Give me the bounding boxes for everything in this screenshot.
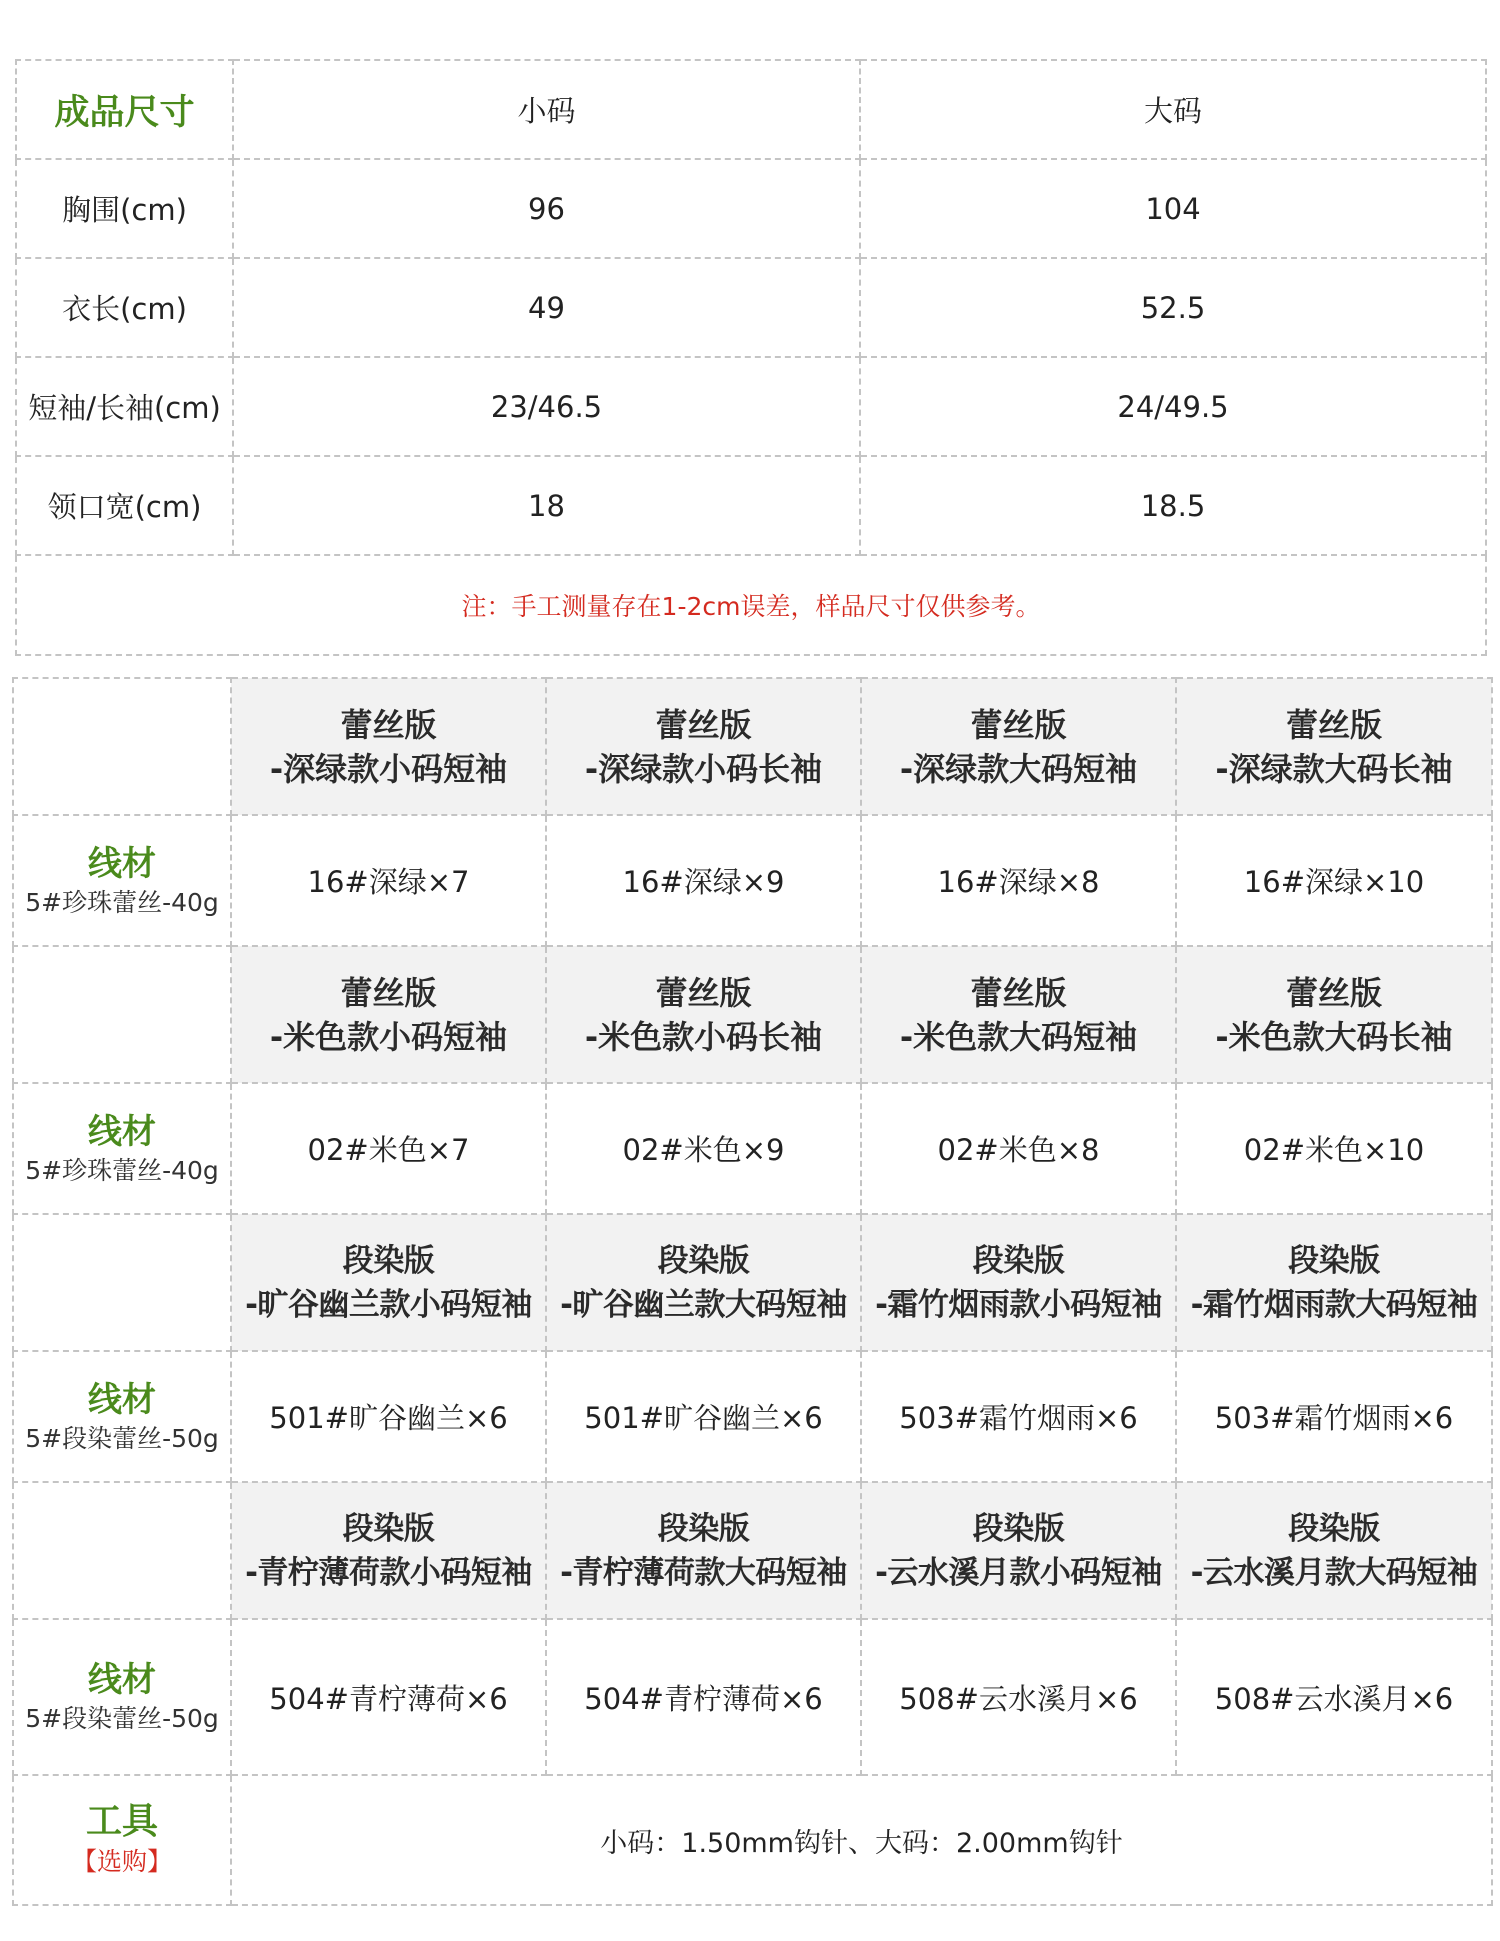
variant-header xyxy=(231,1214,546,1351)
variant-type: 蕾丝版 xyxy=(970,973,1067,1012)
variant-name: -深绿款小码短袖 xyxy=(269,749,508,788)
variant-name: -旷谷幽兰款小码短袖 xyxy=(245,1286,532,1323)
variant-type: 段染版 xyxy=(1288,1510,1380,1547)
variant-type: 段染版 xyxy=(1288,1242,1380,1279)
variant-type: 蕾丝版 xyxy=(655,705,752,744)
size-row-sleeve xyxy=(16,357,1486,456)
variant-header xyxy=(1176,1482,1492,1619)
variant-name: -青柠薄荷款大码短袖 xyxy=(560,1554,847,1591)
row-label: 衣长(cm) xyxy=(16,258,233,357)
variant-name: -云水溪月款大码短袖 xyxy=(1190,1554,1478,1591)
empty-cell xyxy=(13,1214,231,1351)
yarn-label-title: 线材 xyxy=(88,1379,156,1420)
variant-name: -霜竹烟雨款大码短袖 xyxy=(1190,1286,1478,1323)
variant-name: -霜竹烟雨款小码短袖 xyxy=(875,1286,1162,1323)
variant-type: 段染版 xyxy=(972,1510,1065,1547)
variant-header xyxy=(546,1482,861,1619)
variant-type: 蕾丝版 xyxy=(655,973,752,1012)
variant-header-row xyxy=(13,946,1492,1083)
variant-name: -米色款大码短袖 xyxy=(899,1017,1138,1056)
variant-type: 蕾丝版 xyxy=(340,973,437,1012)
size-value: 18.5 xyxy=(860,456,1486,555)
yarn-amount: 504#青柠薄荷×6 xyxy=(546,1619,861,1775)
yarn-amount: 02#米色×8 xyxy=(861,1083,1176,1214)
variant-type: 段染版 xyxy=(972,1242,1065,1279)
yarn-amount: 16#深绿×7 xyxy=(231,815,546,946)
yarn-row xyxy=(13,1351,1492,1482)
variant-name: -青柠薄荷款小码短袖 xyxy=(245,1554,532,1591)
row-label: 短袖/长袖(cm) xyxy=(16,357,233,456)
size-value: 23/46.5 xyxy=(233,357,860,456)
yarn-amount: 508#云水溪月×6 xyxy=(861,1619,1176,1775)
variant-header xyxy=(1176,1214,1492,1351)
variant-header xyxy=(546,1214,861,1351)
size-value: 18 xyxy=(233,456,860,555)
tools-optional-purchase: 【选购】 xyxy=(71,1847,172,1876)
variant-type: 段染版 xyxy=(342,1242,435,1279)
size-value: 49 xyxy=(233,258,860,357)
size-row-chest xyxy=(16,159,1486,258)
yarn-row xyxy=(13,815,1492,946)
variant-name: -米色款大码长袖 xyxy=(1215,1017,1453,1056)
yarn-label-sub: 5#段染蕾丝-50g xyxy=(25,1423,219,1453)
variant-name: -深绿款大码短袖 xyxy=(899,749,1138,788)
variant-header xyxy=(861,946,1176,1083)
tools-row xyxy=(13,1775,1492,1905)
variant-name: -深绿款大码长袖 xyxy=(1215,749,1453,788)
variant-header-row xyxy=(13,1482,1492,1619)
yarn-label xyxy=(13,1619,231,1775)
yarn-amount: 501#旷谷幽兰×6 xyxy=(546,1351,861,1482)
yarn-table xyxy=(12,677,1493,1906)
size-value: 24/49.5 xyxy=(860,357,1486,456)
size-table xyxy=(15,59,1487,656)
variant-header-row xyxy=(13,1214,1492,1351)
tools-label xyxy=(13,1775,231,1905)
variant-type: 蕾丝版 xyxy=(1285,973,1382,1012)
measurement-note: 注：手工测量存在1-2cm误差，样品尺寸仅供参考。 xyxy=(16,555,1486,655)
variant-header xyxy=(546,946,861,1083)
yarn-amount: 02#米色×7 xyxy=(231,1083,546,1214)
yarn-label xyxy=(13,1083,231,1214)
yarn-amount: 16#深绿×8 xyxy=(861,815,1176,946)
size-row-length xyxy=(16,258,1486,357)
column-header-large: 大码 xyxy=(860,60,1486,159)
variant-header xyxy=(546,678,861,815)
size-header-row xyxy=(16,60,1486,159)
yarn-amount: 503#霜竹烟雨×6 xyxy=(861,1351,1176,1482)
row-label: 胸围(cm) xyxy=(16,159,233,258)
row-label: 领口宽(cm) xyxy=(16,456,233,555)
size-value: 104 xyxy=(860,159,1486,258)
yarn-row xyxy=(13,1619,1492,1775)
tools-value: 小码：1.50mm钩针、大码：2.00mm钩针 xyxy=(231,1775,1492,1905)
variant-header-row xyxy=(13,678,1492,815)
yarn-amount: 504#青柠薄荷×6 xyxy=(231,1619,546,1775)
variant-header xyxy=(231,946,546,1083)
empty-cell xyxy=(13,678,231,815)
yarn-amount: 16#深绿×10 xyxy=(1176,815,1492,946)
variant-header xyxy=(861,678,1176,815)
empty-cell xyxy=(13,1482,231,1619)
variant-name: -旷谷幽兰款大码短袖 xyxy=(560,1286,847,1323)
variant-header xyxy=(231,678,546,815)
variant-type: 蕾丝版 xyxy=(1285,705,1382,744)
yarn-label-title: 线材 xyxy=(88,843,156,884)
yarn-amount: 501#旷谷幽兰×6 xyxy=(231,1351,546,1482)
size-table-title: 成品尺寸 xyxy=(16,60,233,159)
variant-header xyxy=(231,1482,546,1619)
yarn-amount: 02#米色×9 xyxy=(546,1083,861,1214)
variant-header xyxy=(1176,678,1492,815)
variant-type: 蕾丝版 xyxy=(970,705,1067,744)
variant-type: 段染版 xyxy=(342,1510,435,1547)
variant-type: 蕾丝版 xyxy=(340,705,437,744)
yarn-row xyxy=(13,1083,1492,1214)
variant-name: -云水溪月款小码短袖 xyxy=(875,1554,1162,1591)
empty-cell xyxy=(13,946,231,1083)
yarn-label-title: 线材 xyxy=(88,1660,156,1700)
yarn-label-title: 线材 xyxy=(88,1111,156,1152)
variant-header xyxy=(861,1214,1176,1351)
yarn-amount: 16#深绿×9 xyxy=(546,815,861,946)
yarn-label-sub: 5#珍珠蕾丝-40g xyxy=(25,1155,219,1185)
tools-title: 工具 xyxy=(85,1801,158,1842)
yarn-amount: 02#米色×10 xyxy=(1176,1083,1492,1214)
variant-header xyxy=(1176,946,1492,1083)
column-header-small: 小码 xyxy=(233,60,860,159)
variant-name: -深绿款小码长袖 xyxy=(584,749,823,788)
yarn-amount: 503#霜竹烟雨×6 xyxy=(1176,1351,1492,1482)
yarn-label xyxy=(13,1351,231,1482)
variant-header xyxy=(861,1482,1176,1619)
variant-type: 段染版 xyxy=(657,1510,750,1547)
size-value: 96 xyxy=(233,159,860,258)
variant-name: -米色款小码长袖 xyxy=(584,1017,823,1056)
yarn-label-sub: 5#珍珠蕾丝-40g xyxy=(25,887,219,917)
size-row-neckline xyxy=(16,456,1486,555)
yarn-label xyxy=(13,815,231,946)
variant-type: 段染版 xyxy=(657,1242,750,1279)
size-note-row xyxy=(16,555,1486,655)
yarn-amount: 508#云水溪月×6 xyxy=(1176,1619,1492,1775)
yarn-label-sub: 5#段染蕾丝-50g xyxy=(25,1704,219,1733)
variant-name: -米色款小码短袖 xyxy=(269,1017,508,1056)
size-value: 52.5 xyxy=(860,258,1486,357)
